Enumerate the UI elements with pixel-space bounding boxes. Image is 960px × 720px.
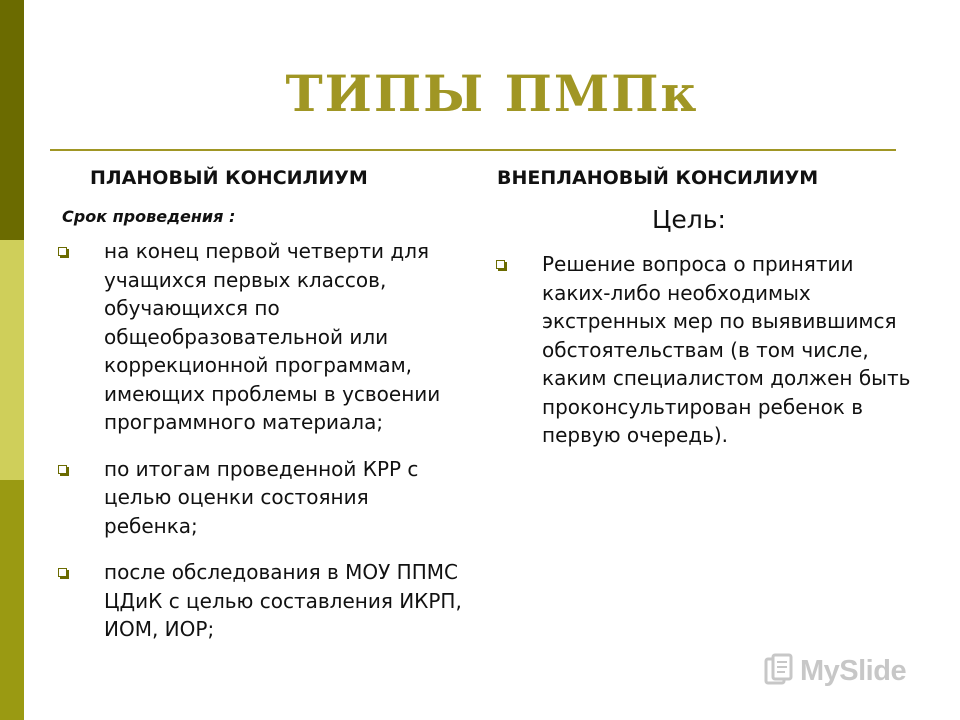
sidebar-segment-top	[0, 0, 24, 240]
square-bullet-icon	[58, 465, 67, 474]
list-item-text: по итогам проведенной КРР с целью оценки состояния ребенка;	[104, 456, 419, 538]
list-item-text: на конец первой четверти для учащихся первых классов, обучающихся по общеобразовательной или коррекционной программам, имеющих проблемы в усвоении программного материала;	[104, 239, 441, 434]
watermark-text: MySlide	[800, 654, 907, 687]
list-item	[58, 558, 468, 644]
title-divider	[50, 149, 896, 151]
goal-subheading: Цель:	[652, 205, 726, 234]
sidebar-segment-middle	[0, 240, 24, 480]
list-item	[58, 237, 468, 437]
myshared-logo-icon	[764, 653, 794, 689]
list-item	[58, 455, 468, 541]
slide-title: ТИПЫ ПМПк	[285, 64, 699, 123]
watermark	[764, 653, 906, 689]
unplanned-council-list	[496, 250, 916, 468]
square-bullet-icon	[58, 568, 67, 577]
sidebar-segment-bottom	[0, 480, 24, 720]
square-bullet-icon	[496, 260, 505, 269]
schedule-subheading: Срок проведения :	[62, 207, 236, 226]
square-bullet-icon	[58, 247, 67, 256]
list-item-text: Решение вопроса о принятии каких-либо необходимых экстренных мер по выявившимся обстоятельствам (в том числе, каким специалистом должен быть проконсультирован ребенок в первую очередь).	[542, 252, 911, 447]
list-item-text: после обследования в МОУ ППМС ЦДиК с целью составления ИКРП, ИОМ, ИОР;	[104, 560, 462, 641]
list-item	[496, 250, 916, 450]
planned-council-list	[58, 237, 468, 662]
planned-council-heading: ПЛАНОВЫЙ КОНСИЛИУМ	[90, 167, 368, 189]
unplanned-council-heading: ВНЕПЛАНОВЫЙ КОНСИЛИУМ	[497, 167, 819, 189]
